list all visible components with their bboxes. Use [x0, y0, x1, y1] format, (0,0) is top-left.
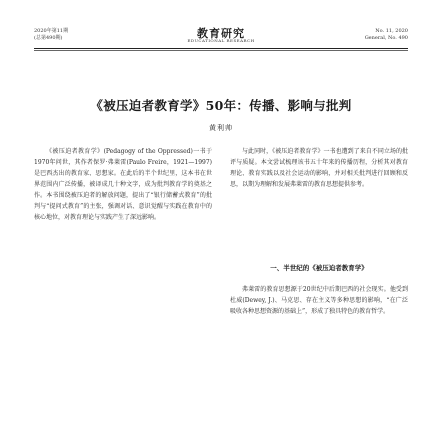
body-paragraph: 与此同时，《被压迫者教育学》一书也遭到了来自不同立场的批评与质疑。本文尝试梳理该书五十年来的传播历程，分析其对教育理论、教育实践以及社会运动的影响，并对相关批判进行回顾和反思，以期为理解和发展弗莱雷的教育思想提供参考。	[230, 148, 408, 188]
issue-total-english: General, No. 490	[364, 35, 408, 41]
issue-total: (总第490期)	[34, 35, 63, 41]
issue-info-english	[365, 28, 408, 42]
body-column-right-lower	[230, 284, 408, 317]
article-author: 黄利帅	[209, 124, 233, 132]
issue-number: 2020年第11期	[34, 28, 69, 34]
body-column-left	[34, 146, 212, 223]
issue-number-english: No. 11, 2020	[375, 28, 408, 34]
body-column-right	[230, 146, 408, 190]
body-paragraph: 《被压迫者教育学》(Pedagogy of the Oppressed)一书于1970年问世，其作者保罗·弗莱雷(Paulo Freire，1921—1997)是巴西杰出的教育家、思想家。在此后的半个世纪里，这本书在世界范围内广泛传播，被译成几十种文字，成为批判教育学的奠基之作。本书围绕被压迫者的解放问题，提出了“银行储蓄式教育”的批判与“提问式教育”的主张，强调对话、意识觉醒与实践在教育中的核心地位，对教育理论与实践产生了深远影响。	[34, 148, 212, 221]
article-title: 《被压迫者教育学》50年：传播、影响与批判	[90, 98, 352, 113]
body-paragraph: 弗莱雷的教育思想源于20世纪中后期巴西的社会现实。他受到杜威(Dewey, J.)、马克思、存在主义等多种思想的影响，“在广泛吸收各种思想资源的基础上”，形成了独具特色的教育哲学。	[230, 286, 408, 315]
header-divider	[34, 48, 408, 49]
journal-title: 教育研究	[197, 27, 245, 40]
section-heading: 一、半世纪的《被压迫者教育学》	[270, 264, 368, 272]
journal-subtitle: EDUCATIONAL RESEARCH	[187, 38, 255, 43]
header-divider-thin	[34, 50, 408, 51]
